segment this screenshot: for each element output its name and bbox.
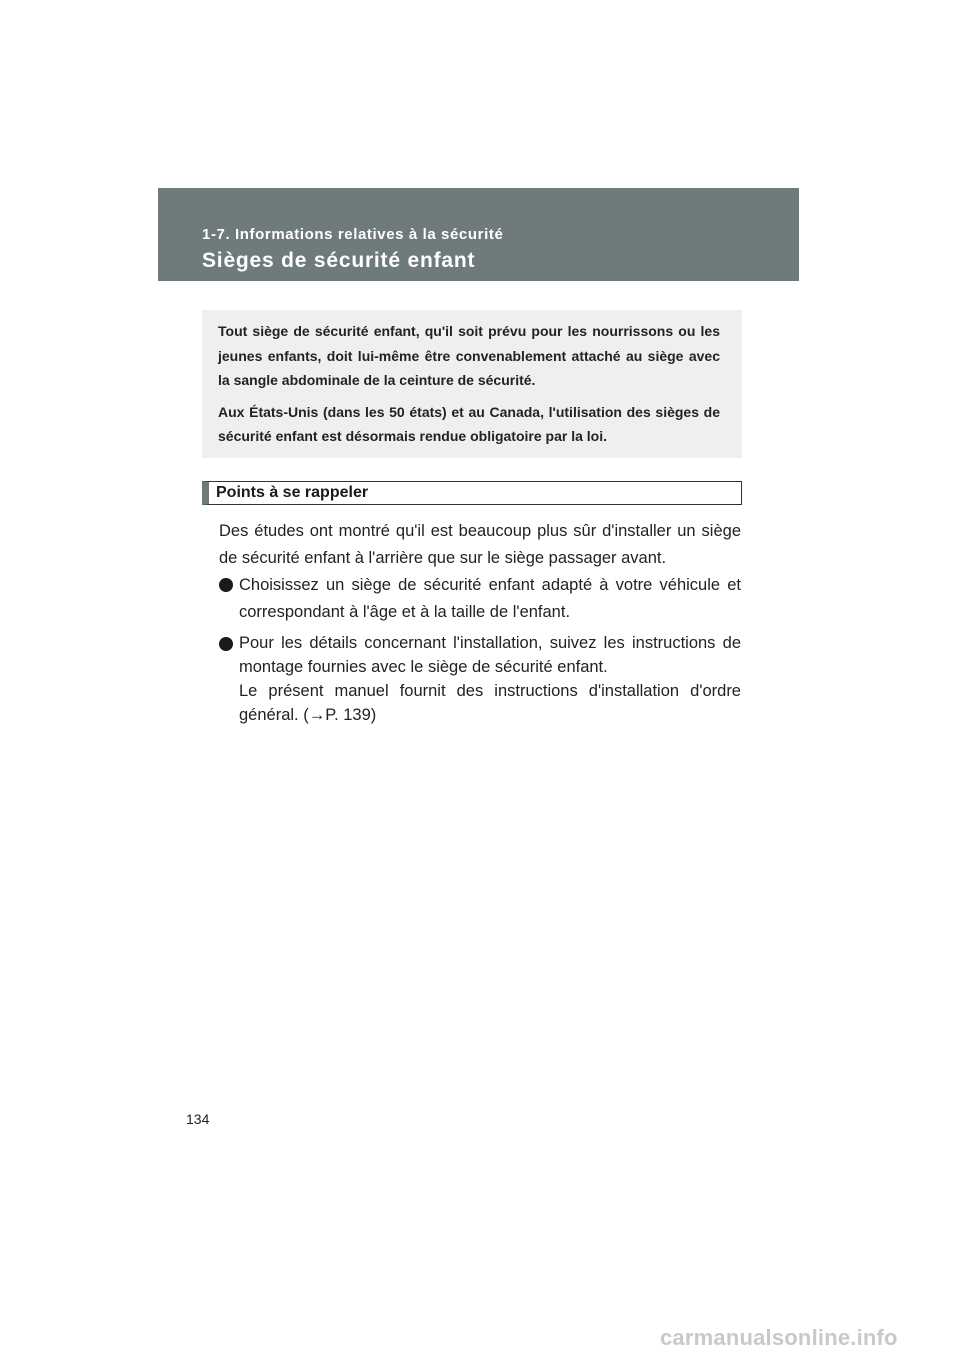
bullet-text: Choisissez un siège de sécurité enfant adapté à votre véhicule et correspondant à l'âge et à la taille de l'enfant. bbox=[239, 576, 741, 621]
bullet-icon bbox=[219, 578, 233, 592]
subheading-points: Points à se rappeler bbox=[202, 481, 742, 505]
body-paragraph: Des études ont montré qu'il est beaucoup plus sûr d'installer un siège de sécurité enfant à l'arrière que sur le siège passager avant. bbox=[219, 522, 741, 567]
watermark: carmanualsonline.info bbox=[660, 1325, 898, 1350]
bullet-note: Le présent manuel fournit des instructions d'installation d'ordre général. (→P. 139) bbox=[239, 682, 741, 724]
list-item bbox=[219, 572, 741, 626]
bullet-icon bbox=[219, 637, 233, 651]
section-label: 1-7. Informations relatives à la sécurité bbox=[202, 226, 504, 243]
bullet-list bbox=[219, 572, 741, 732]
page-title: Sièges de sécurité enfant bbox=[202, 249, 476, 272]
list-item bbox=[219, 631, 741, 727]
intro-box bbox=[202, 310, 742, 458]
page-number: 134 bbox=[186, 1111, 210, 1127]
intro-paragraph-1: Tout siège de sécurité enfant, qu'il soit prévu pour les nourrissons ou les jeunes enfants, doit lui-même être convenablement attaché au siège avec la sangle abdominale de la ceinture de sécurité. bbox=[218, 323, 720, 388]
page-header bbox=[158, 188, 799, 281]
intro-paragraph-2: Aux États-Unis (dans les 50 états) et au Canada, l'utilisation des sièges de sécurité enfant est désormais rendue obligatoire par la loi. bbox=[218, 403, 720, 444]
bullet-text: Pour les détails concernant l'installation, suivez les instructions de montage fournies avec le siège de sécurité enfant. bbox=[239, 634, 741, 676]
